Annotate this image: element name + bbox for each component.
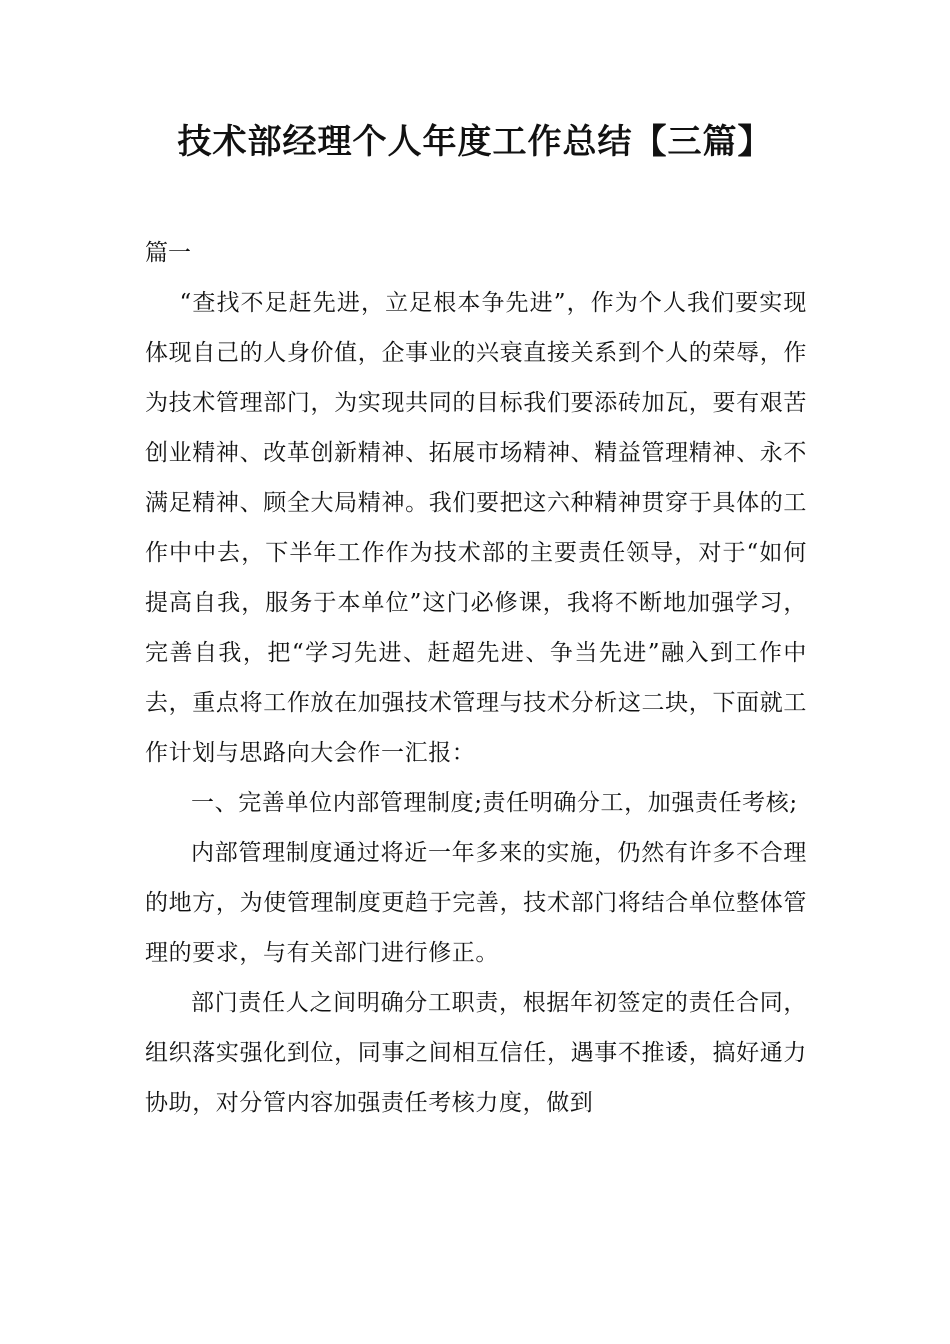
paragraph-management-system: 内部管理制度通过将近一年多来的实施，仍然有许多不合理的地方，为使管理制度更趋于完善，技术部门将结合单位整体管理的要求，与有关部门进行修正。 [145, 840, 807, 966]
paragraph-responsibility: 部门责任人之间明确分工职责，根据年初签定的责任合同，组织落实强化到位，同事之间相互信任，遇事不推诿，搞好通力协助，对分管内容加强责任考核力度，做到 [145, 990, 807, 1116]
paragraph-heading-one: 一、完善单位内部管理制度;责任明确分工，加强责任考核; [191, 790, 798, 816]
paragraph-intro: “查找不足赶先进，立足根本争先进”，作为个人我们要实现体现自己的人身价值，企事业的兴衰直接关系到个人的荣辱，作为技术管理部门，为实现共同的目标我们要添砖加瓦，要有艰苦创业精神、改革创新精神、拓展市场精神、精益管理精神、永不满足精神、顾全大局精神。我们要把这六种精神贯穿于具体的工作中中去，下半年工作作为技术部的主要责任领导，对于“如何提高自我，服务于本单位”这门必修课，我将不断地加强学习，完善自我，把“学习先进、赶超先进、争当先进”融入到工作中去，重点将工作放在加强技术管理与技术分析这二块，下面就工作计划与思路向大会作一汇报： [145, 290, 807, 766]
document-title: 技术部经理个人年度工作总结【三篇】 [177, 122, 773, 162]
document-body [145, 228, 807, 1128]
section-label: 篇一 [145, 240, 191, 266]
